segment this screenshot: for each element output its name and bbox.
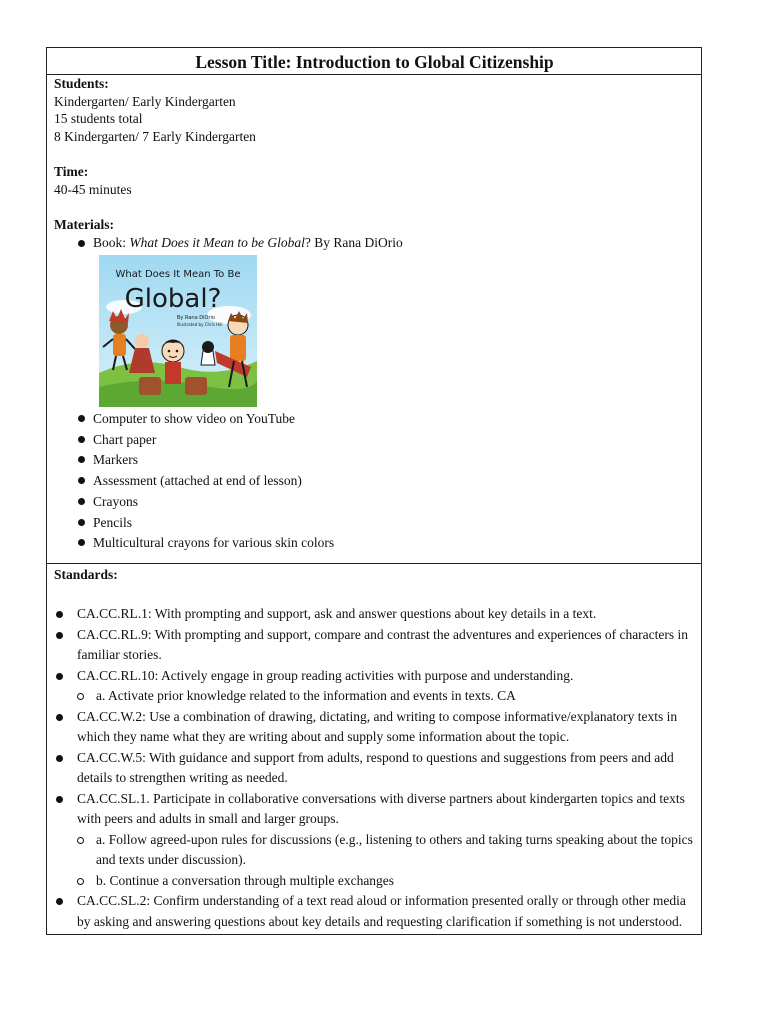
book-cover-title-line1: What Does It Mean To Be xyxy=(115,269,241,280)
standard-subitem: a. Follow agreed-upon rules for discussions (e.g., listening to others and taking turns speaking about the topics and texts under discussion). xyxy=(77,830,695,871)
standard-item xyxy=(54,666,695,707)
students-line: 15 students total xyxy=(54,111,143,126)
standard-sublist xyxy=(77,686,695,707)
materials-item: Markers xyxy=(54,450,695,471)
book-cover-illustrator: Illustrated by Chris Hill xyxy=(177,322,223,327)
lesson-info-cell xyxy=(47,75,702,564)
standard-item: CA.CC.RL.9: With prompting and support, compare and contrast the adventures and experiences of characters in familiar stories. xyxy=(54,625,695,666)
standard-text: CA.CC.RL.10: Actively engage in group reading activities with purpose and understanding. xyxy=(77,667,574,683)
standards-cell xyxy=(47,563,702,935)
book-cover-image xyxy=(99,255,257,407)
book-cover-title-line2: Global? xyxy=(124,284,222,314)
materials-book-item: Book: What Does it Mean to be Global? By Rana DiOrio xyxy=(54,234,695,252)
students-label: Students: xyxy=(54,76,109,91)
students-line: Kindergarten/ Early Kindergarten xyxy=(54,93,236,109)
materials-item: Chart paper xyxy=(54,430,695,451)
standard-sublist xyxy=(77,830,695,892)
lesson-title: Lesson Title: Introduction to Global Citizenship xyxy=(47,48,702,75)
standards-label: Standards: xyxy=(54,566,118,582)
standard-text: CA.CC.SL.1. Participate in collaborative conversations with diverse partners about kindergarten topics and texts with peers and adults in small and larger groups. xyxy=(77,790,685,827)
materials-item: Computer to show video on YouTube xyxy=(54,409,695,430)
standard-subitem: b. Continue a conversation through multiple exchanges xyxy=(77,871,695,892)
standard-item xyxy=(54,789,695,892)
book-cover-author: By Rana DiOrio xyxy=(177,315,215,321)
standard-item: CA.CC.W.2: Use a combination of drawing, dictating, and writing to compose informative/explanatory texts in which they name what they are writing about and supply some information about the topic. xyxy=(54,707,695,748)
time-label: Time: xyxy=(54,164,89,179)
book-title: What Does it Mean to be Global xyxy=(129,234,305,250)
materials-item: Multicultural crayons for various skin colors xyxy=(54,533,695,554)
students-line: 8 Kindergarten/ 7 Early Kindergarten xyxy=(54,128,256,144)
materials-label: Materials: xyxy=(54,217,114,232)
standard-subitem: a. Activate prior knowledge related to the information and events in texts. CA xyxy=(77,686,695,707)
materials-list xyxy=(54,409,695,554)
standard-item: CA.CC.W.5: With guidance and support from adults, respond to questions and suggestions from peers and add details to strengthen writing as needed. xyxy=(54,748,695,789)
materials-item: Pencils xyxy=(54,513,695,534)
standards-list xyxy=(54,604,695,932)
materials-book-list xyxy=(54,234,695,252)
standard-item: CA.CC.SL.2: Confirm understanding of a text read aloud or information presented orally or through other media by asking and answering questions about key details and requesting clarification if something is not understood. xyxy=(54,891,695,932)
time-value: 40-45 minutes xyxy=(54,181,132,197)
materials-item: Assessment (attached at end of lesson) xyxy=(54,471,695,492)
materials-item: Crayons xyxy=(54,492,695,513)
lesson-plan-table xyxy=(46,47,702,935)
standard-item: CA.CC.RL.1: With prompting and support, ask and answer questions about key details in a text. xyxy=(54,604,695,625)
